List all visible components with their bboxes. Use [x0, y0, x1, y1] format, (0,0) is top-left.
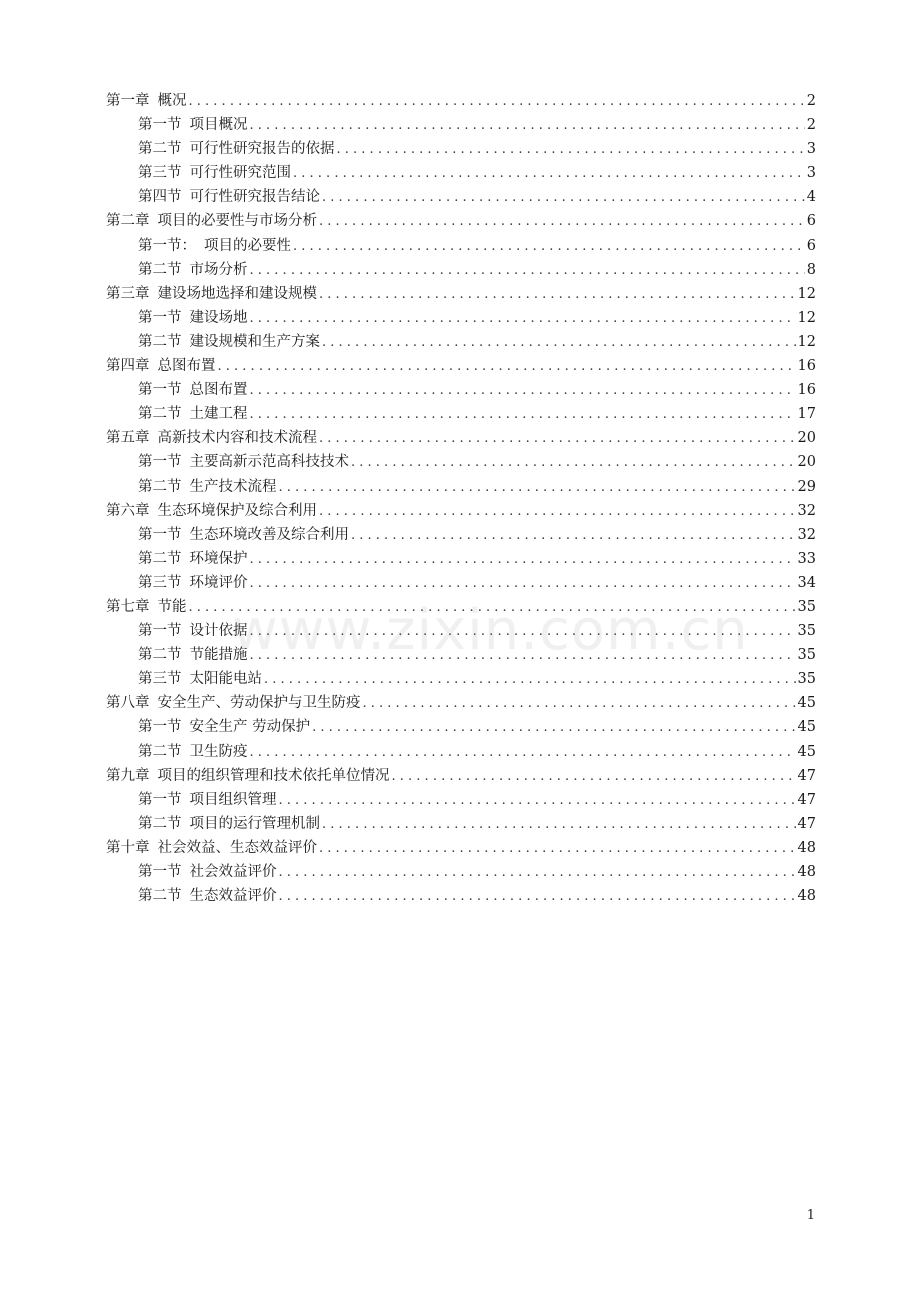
watermark: www.zixin.com.cn	[232, 598, 749, 663]
toc-entry-title: 可行性研究范围	[189, 165, 291, 182]
toc-entry-page-number: 45	[797, 719, 816, 736]
toc-entry-page-number: 16	[797, 382, 816, 399]
toc-entry-label	[106, 595, 187, 619]
dot-leader	[264, 668, 796, 692]
toc-entry-title: 生态环境改善及综合利用	[189, 526, 349, 543]
toc-entry-title: 总图布置	[189, 382, 248, 399]
toc-entry-label	[138, 812, 320, 836]
toc-chapter-entry[interactable]	[106, 209, 816, 233]
toc-entry-number: 第二节	[138, 888, 182, 905]
dot-leader	[351, 451, 796, 475]
toc-entry-title: 环境评价	[189, 574, 248, 591]
toc-entry-number: 第十章	[106, 839, 150, 856]
toc-entry-number: 第二节	[138, 815, 182, 832]
toc-entry-title: 生产技术流程	[189, 478, 277, 495]
toc-entry-title: 社会效益评价	[189, 864, 277, 880]
toc-entry-number: 第一节	[138, 791, 182, 808]
toc-entry-title: 生态环境保护及综合利用	[157, 502, 317, 519]
toc-entry-label	[138, 402, 248, 426]
toc-entry-title: 项目组织管理	[189, 791, 277, 808]
toc-entry-page-number: 47	[797, 791, 816, 808]
toc-chapter-entry[interactable]	[106, 426, 816, 450]
toc-entry-label	[138, 571, 248, 595]
toc-entry-title: 项目的必要性	[204, 237, 291, 254]
toc-entry-title: 节能	[157, 598, 187, 615]
dot-leader	[250, 620, 796, 644]
toc-entry-number: 第六章	[106, 502, 150, 519]
toc-entry-label	[106, 836, 317, 860]
dot-leader	[293, 162, 805, 186]
dot-leader	[322, 186, 805, 210]
toc-section-entry[interactable]	[106, 715, 816, 739]
dot-leader	[322, 331, 796, 355]
toc-entry-number: 第一节	[138, 526, 182, 543]
toc-entry-page-number: 29	[797, 478, 816, 495]
toc-entry-page-number: 45	[797, 695, 816, 712]
toc-section-entry[interactable]	[106, 450, 816, 474]
toc-entry-title: 概况	[157, 93, 187, 109]
toc-entry-page-number: 34	[797, 574, 816, 591]
dot-leader	[279, 861, 796, 885]
dot-leader	[319, 500, 796, 524]
toc-chapter-entry[interactable]	[106, 691, 816, 715]
toc-entry-label	[138, 523, 349, 547]
toc-entry-title: 环境保护	[189, 550, 248, 567]
toc-entry-page-number: 6	[806, 237, 816, 254]
toc-entry-title: 设计依据	[189, 623, 248, 640]
toc-section-entry[interactable]	[106, 619, 816, 643]
toc-entry-label	[106, 499, 317, 523]
toc-entry-title: 建设场地	[189, 309, 248, 326]
toc-entry-title: 土建工程	[189, 406, 248, 423]
dot-leader	[250, 644, 796, 668]
toc-entry-title: 项目的必要性与市场分析	[157, 213, 317, 230]
toc-entry-number: 第二章	[106, 213, 150, 230]
toc-entry-page-number: 32	[797, 526, 816, 543]
dot-leader	[250, 741, 796, 765]
toc-entry-page-number: 12	[797, 333, 816, 350]
toc-entry-number: 第二节	[138, 478, 182, 495]
toc-entry-title: 安全生产 劳动保护	[189, 719, 311, 736]
toc-entry-title: 安全生产、劳动保护与卫生防疫	[157, 695, 361, 712]
dot-leader	[279, 885, 796, 909]
toc-entry-page-number: 4	[806, 189, 816, 206]
toc-entry-number: 第二节	[138, 647, 182, 664]
toc-entry-page-number: 35	[797, 647, 816, 664]
toc-entry-number: 第二节	[138, 550, 182, 567]
toc-entry-title: 市场分析	[189, 261, 248, 278]
toc-entry-label	[138, 884, 277, 908]
toc-entry-number: 第九章	[106, 767, 150, 784]
toc-entry-number: 第七章	[106, 598, 150, 615]
dot-leader	[279, 476, 796, 500]
toc-entry-number: 第二节	[138, 261, 182, 278]
toc-section-entry[interactable]	[106, 475, 816, 499]
toc-entry-label	[106, 89, 187, 113]
toc-entry-page-number: 3	[806, 165, 816, 182]
toc-section-entry[interactable]	[106, 330, 816, 354]
toc-entry-page-number: 8	[806, 261, 816, 278]
toc-entry-page-number: 6	[806, 213, 816, 230]
toc-entry-number: 第一节	[138, 864, 182, 880]
toc-section-entry[interactable]	[106, 402, 816, 426]
toc-entry-label	[138, 788, 277, 812]
toc-entry-label	[138, 161, 291, 185]
toc-entry-title: 高新技术内容和技术流程	[157, 430, 317, 447]
toc-entry-title: 主要高新示范高科技技术	[189, 454, 349, 471]
toc-chapter-entry[interactable]	[106, 282, 816, 306]
dot-leader	[392, 765, 796, 789]
table-of-contents	[106, 89, 816, 908]
toc-entry-page-number: 3	[806, 141, 816, 158]
toc-section-entry[interactable]	[106, 547, 816, 571]
toc-section-entry[interactable]	[106, 234, 816, 258]
toc-entry-label	[138, 185, 320, 209]
dot-leader	[319, 837, 796, 861]
toc-chapter-entry[interactable]	[106, 595, 816, 619]
toc-entry-title: 太阳能电站	[189, 671, 262, 688]
toc-entry-title: 卫生防疫	[189, 743, 248, 760]
dot-leader	[250, 572, 796, 596]
toc-section-entry[interactable]	[106, 378, 816, 402]
toc-entry-label	[138, 450, 349, 474]
toc-entry-label	[106, 691, 361, 715]
toc-section-entry[interactable]	[106, 860, 816, 884]
toc-entry-page-number: 12	[797, 285, 816, 302]
toc-entry-number: 第三节	[138, 671, 182, 688]
toc-entry-title: 建设场地选择和建设规模	[157, 285, 317, 302]
toc-entry-label	[106, 209, 317, 233]
toc-entry-title: 总图布置	[157, 358, 216, 375]
toc-entry-label	[138, 330, 320, 354]
toc-entry-number: 第一节	[138, 117, 182, 134]
dot-leader	[293, 235, 805, 259]
dot-leader	[312, 716, 795, 740]
toc-chapter-entry[interactable]	[106, 354, 816, 378]
toc-section-entry[interactable]	[106, 161, 816, 185]
dot-leader	[337, 138, 805, 162]
toc-section-entry[interactable]	[106, 884, 816, 908]
toc-entry-page-number: 2	[806, 93, 816, 109]
toc-entry-label	[138, 113, 248, 137]
toc-entry-label	[106, 426, 317, 450]
toc-section-entry[interactable]	[106, 306, 816, 330]
toc-entry-title: 项目的运行管理机制	[189, 815, 320, 832]
dot-leader	[322, 813, 796, 837]
toc-entry-page-number: 17	[797, 406, 816, 423]
toc-entry-label	[138, 643, 248, 667]
dot-leader	[250, 548, 796, 572]
toc-entry-number: 第三节	[138, 574, 182, 591]
toc-entry-label	[138, 378, 248, 402]
toc-entry-page-number: 12	[797, 309, 816, 326]
toc-entry-title: 生态效益评价	[189, 888, 277, 905]
toc-entry-page-number: 2	[806, 117, 816, 134]
dot-leader	[189, 596, 796, 620]
toc-entry-page-number: 35	[797, 623, 816, 640]
dot-leader	[189, 90, 805, 114]
toc-entry-label	[138, 547, 248, 571]
dot-leader	[250, 379, 796, 403]
toc-section-entry[interactable]	[106, 571, 816, 595]
dot-leader	[279, 789, 796, 813]
toc-entry-number: 第一节：	[138, 237, 196, 254]
toc-chapter-entry[interactable]	[106, 836, 816, 860]
toc-entry-number: 第一节	[138, 623, 182, 640]
toc-entry-page-number: 48	[797, 888, 816, 905]
dot-leader	[250, 259, 805, 283]
toc-entry-label	[138, 715, 310, 739]
toc-entry-label	[106, 764, 390, 788]
toc-entry-number: 第一节	[138, 454, 182, 471]
toc-entry-title: 社会效益、生态效益评价	[157, 839, 317, 856]
dot-leader	[319, 427, 796, 451]
dot-leader	[351, 524, 796, 548]
toc-entry-number: 第八章	[106, 695, 150, 712]
toc-entry-page-number: 32	[797, 502, 816, 519]
toc-entry-page-number: 45	[797, 743, 816, 760]
toc-chapter-entry[interactable]	[106, 499, 816, 523]
toc-entry-number: 第三章	[106, 285, 150, 302]
dot-leader	[250, 114, 805, 138]
toc-section-entry[interactable]	[106, 667, 816, 691]
dot-leader	[218, 355, 796, 379]
toc-entry-number: 第一章	[106, 93, 150, 109]
toc-section-entry[interactable]	[106, 137, 816, 161]
toc-chapter-entry[interactable]	[106, 89, 816, 113]
dot-leader	[363, 692, 796, 716]
toc-section-entry[interactable]	[106, 643, 816, 667]
toc-entry-number: 第一节	[138, 719, 182, 736]
toc-entry-title: 项目的组织管理和技术依托单位情况	[157, 767, 390, 784]
toc-entry-label	[106, 282, 317, 306]
toc-entry-number: 第二节	[138, 141, 182, 158]
dot-leader	[319, 210, 805, 234]
toc-entry-label	[138, 740, 248, 764]
toc-entry-number: 第四节	[138, 189, 182, 206]
toc-entry-number: 第一节	[138, 309, 182, 326]
toc-section-entry[interactable]	[106, 788, 816, 812]
toc-entry-label	[138, 475, 277, 499]
toc-entry-title: 项目概况	[189, 117, 248, 134]
toc-section-entry[interactable]	[106, 113, 816, 137]
toc-entry-page-number: 35	[797, 598, 816, 615]
page-number: 1	[806, 1208, 815, 1223]
toc-entry-number: 第二节	[138, 333, 182, 350]
toc-entry-page-number: 20	[797, 454, 816, 471]
toc-entry-title: 建设规模和生产方案	[189, 333, 320, 350]
toc-section-entry[interactable]	[106, 812, 816, 836]
toc-entry-page-number: 48	[797, 864, 816, 880]
toc-entry-label	[138, 306, 248, 330]
toc-section-entry[interactable]	[106, 740, 816, 764]
toc-entry-page-number: 16	[797, 358, 816, 375]
toc-chapter-entry[interactable]	[106, 764, 816, 788]
toc-entry-page-number: 47	[797, 767, 816, 784]
toc-entry-page-number: 35	[797, 671, 816, 688]
toc-entry-number: 第一节	[138, 382, 182, 399]
toc-entry-number: 第二节	[138, 743, 182, 760]
toc-entry-label	[138, 137, 335, 161]
toc-entry-title: 可行性研究报告的依据	[189, 141, 335, 158]
toc-entry-page-number: 20	[797, 430, 816, 447]
toc-section-entry[interactable]	[106, 258, 816, 282]
toc-entry-page-number: 47	[797, 815, 816, 832]
dot-leader	[319, 283, 796, 307]
toc-entry-title: 节能措施	[189, 647, 248, 664]
toc-entry-label	[138, 860, 277, 884]
toc-entry-number: 第四章	[106, 358, 150, 375]
toc-entry-title: 可行性研究报告结论	[189, 189, 320, 206]
toc-entry-label	[106, 354, 216, 378]
dot-leader	[250, 403, 796, 427]
toc-entry-label	[138, 234, 291, 258]
toc-entry-label	[138, 258, 248, 282]
toc-entry-label	[138, 667, 262, 691]
toc-entry-number: 第二节	[138, 406, 182, 423]
toc-entry-number: 第三节	[138, 165, 182, 182]
toc-entry-page-number: 33	[797, 550, 816, 567]
toc-entry-page-number: 48	[797, 839, 816, 856]
toc-entry-label	[138, 619, 248, 643]
dot-leader	[250, 307, 796, 331]
toc-entry-number: 第五章	[106, 430, 150, 447]
toc-section-entry[interactable]	[106, 523, 816, 547]
toc-section-entry[interactable]	[106, 185, 816, 209]
